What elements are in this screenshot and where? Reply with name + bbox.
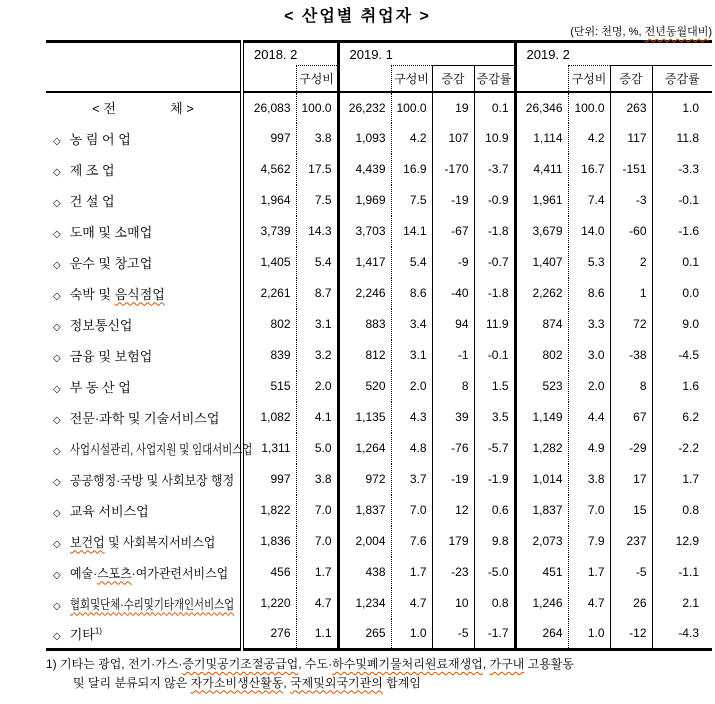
diamond-icon: ◇ bbox=[53, 507, 61, 519]
table-cell: 9.8 bbox=[474, 526, 515, 557]
year-2018-2-header: 2018. 2 bbox=[254, 46, 298, 62]
table-cell: 2.0 bbox=[391, 371, 432, 402]
table-cell: 0.8 bbox=[652, 495, 712, 526]
table-cell: 3.1 bbox=[296, 309, 338, 340]
spellcheck-wavy-underline: 협회및단체·수리및기타개인서비스업 bbox=[69, 596, 234, 612]
table-cell: 10.9 bbox=[474, 123, 515, 154]
diamond-icon: ◇ bbox=[53, 476, 61, 488]
table-row bbox=[46, 309, 712, 340]
year-2019-2-header: 2019. 2 bbox=[515, 42, 712, 66]
table-cell: 523 bbox=[515, 371, 568, 402]
table-cell: 812 bbox=[338, 340, 391, 371]
table-cell: 3.0 bbox=[568, 340, 610, 371]
page-title: < 산업별 취업자 > bbox=[284, 8, 431, 25]
row-label bbox=[46, 495, 242, 526]
table-row bbox=[46, 340, 712, 371]
table-cell: 14.3 bbox=[296, 216, 338, 247]
table-cell: 1,964 bbox=[260, 193, 291, 207]
table-cell: -40 bbox=[432, 278, 474, 309]
table-cell: 7.0 bbox=[391, 495, 432, 526]
table-cell: 3.8 bbox=[296, 464, 338, 495]
table-cell: 520 bbox=[338, 371, 391, 402]
table-cell: 8.6 bbox=[391, 278, 432, 309]
table-cell: 1,220 bbox=[260, 596, 291, 610]
table-cell: 117 bbox=[610, 123, 652, 154]
table-cell: -0.9 bbox=[474, 185, 515, 216]
table-row bbox=[46, 588, 712, 619]
table-cell: 1.7 bbox=[652, 464, 712, 495]
table-cell: 1.7 bbox=[391, 557, 432, 588]
table-cell: 100.0 bbox=[391, 92, 432, 123]
table-cell: 1.0 bbox=[652, 92, 712, 123]
table-cell: 1,417 bbox=[338, 247, 391, 278]
table-cell: -3 bbox=[610, 185, 652, 216]
table-cell: -19 bbox=[432, 464, 474, 495]
table-cell: -9 bbox=[432, 247, 474, 278]
table-cell: 14.1 bbox=[391, 216, 432, 247]
table-cell: -2.2 bbox=[652, 433, 712, 464]
table-cell: 4.9 bbox=[568, 433, 610, 464]
diamond-icon: ◇ bbox=[53, 135, 61, 147]
table-cell: 263 bbox=[610, 92, 652, 123]
table-cell: 997 bbox=[270, 131, 291, 145]
table-cell: -5.7 bbox=[474, 433, 515, 464]
spellcheck-wavy-underline: 자가소비생산활동 bbox=[190, 675, 284, 690]
table-cell: 839 bbox=[270, 348, 291, 362]
table-row bbox=[46, 464, 712, 495]
table-cell: 1,311 bbox=[261, 441, 291, 455]
table-cell: -67 bbox=[432, 216, 474, 247]
table-cell: 12 bbox=[432, 495, 474, 526]
table-cell: 100.0 bbox=[568, 92, 610, 123]
table-cell: 3.1 bbox=[391, 340, 432, 371]
footnote-line-2: 및 달리 분류되지 않은 자가소비생산활동, 국제및외국기관의 합계임 bbox=[73, 675, 421, 690]
table-cell: 3.4 bbox=[391, 309, 432, 340]
composition-ratio-header: 구성비 bbox=[391, 66, 432, 92]
table-cell: 8 bbox=[610, 371, 652, 402]
table-cell: 1,014 bbox=[515, 464, 568, 495]
table-cell: 3.8 bbox=[296, 123, 338, 154]
diamond-icon: ◇ bbox=[53, 569, 61, 581]
table-cell: 3.3 bbox=[568, 309, 610, 340]
table-cell: 1,114 bbox=[515, 123, 568, 154]
table-cell: -12 bbox=[610, 619, 652, 650]
table-cell: 2.0 bbox=[296, 371, 338, 402]
row-label-text: 운수 및 창고업 bbox=[69, 255, 153, 271]
table-cell: 16.9 bbox=[391, 154, 432, 185]
row-label-text: 정보통신업 bbox=[69, 317, 133, 333]
table-row bbox=[46, 154, 712, 185]
table-cell: 237 bbox=[610, 526, 652, 557]
row-label-text: 도매 및 소매업 bbox=[69, 224, 153, 240]
table-cell: 4.8 bbox=[391, 433, 432, 464]
diamond-icon: ◇ bbox=[53, 321, 61, 333]
table-cell: 17.5 bbox=[296, 154, 338, 185]
table-cell: 26,083 bbox=[253, 100, 291, 115]
row-label bbox=[46, 309, 242, 340]
diamond-icon: ◇ bbox=[53, 630, 61, 642]
row-label-text: 농 림 어 업 bbox=[69, 131, 131, 147]
footnote-ref: 1) bbox=[94, 626, 102, 636]
table-cell: -4.5 bbox=[652, 340, 712, 371]
table-cell: 7.9 bbox=[568, 526, 610, 557]
table-cell: -38 bbox=[610, 340, 652, 371]
table-cell: 12.9 bbox=[652, 526, 712, 557]
table-cell: -0.1 bbox=[652, 185, 712, 216]
year-2019-1-header: 2019. 1 bbox=[338, 42, 515, 66]
table-cell: -1.8 bbox=[474, 278, 515, 309]
row-label bbox=[46, 464, 242, 495]
table-row bbox=[46, 433, 712, 464]
table-cell: 3.5 bbox=[474, 402, 515, 433]
table-cell: -5 bbox=[432, 619, 474, 650]
table-row bbox=[46, 216, 712, 247]
table-cell: 1,082 bbox=[260, 410, 291, 424]
row-label-text: 공공행정·국방 및 사회보장 행정 bbox=[69, 472, 234, 488]
table-cell: 802 bbox=[270, 317, 291, 331]
table-cell: -1.1 bbox=[652, 557, 712, 588]
table-cell: 100.0 bbox=[296, 92, 338, 123]
value-subheader bbox=[338, 66, 391, 92]
row-label bbox=[46, 340, 242, 371]
row-label-text: 금융 및 보험업 bbox=[69, 348, 153, 364]
diamond-icon: ◇ bbox=[53, 414, 61, 426]
table-cell: 15 bbox=[610, 495, 652, 526]
table-cell: 26 bbox=[610, 588, 652, 619]
table-cell: 107 bbox=[432, 123, 474, 154]
table-row bbox=[46, 619, 712, 650]
table-cell: 1.7 bbox=[568, 557, 610, 588]
table-cell: 4.2 bbox=[391, 123, 432, 154]
footnote-line-1: 1) 기타는 광업, 전기·가스·증기및공기조절공급업, 수도·하수및폐기물처리원료재생업, 가구내 고용활동 bbox=[46, 657, 574, 671]
row-label-text: 부 동 산 업 bbox=[69, 379, 131, 395]
table-cell: 1,407 bbox=[515, 247, 568, 278]
table-cell: 6.2 bbox=[652, 402, 712, 433]
table-cell: 1 bbox=[610, 278, 652, 309]
table-cell: -1.7 bbox=[474, 619, 515, 650]
diamond-icon: ◇ bbox=[53, 259, 61, 271]
table-row bbox=[46, 526, 712, 557]
table-cell: 11.8 bbox=[652, 123, 712, 154]
table-cell: 7.0 bbox=[296, 495, 338, 526]
table-cell: -1.6 bbox=[652, 216, 712, 247]
table-cell: 1.6 bbox=[652, 371, 712, 402]
table-cell: -1.9 bbox=[474, 464, 515, 495]
table-cell: -29 bbox=[610, 433, 652, 464]
table-cell: 1,961 bbox=[515, 185, 568, 216]
spellcheck-wavy-underline: 보건업 bbox=[69, 534, 105, 550]
table-cell: -3.3 bbox=[652, 154, 712, 185]
table-cell: 8 bbox=[432, 371, 474, 402]
table-cell: 4,411 bbox=[515, 154, 568, 185]
table-cell: 1,282 bbox=[515, 433, 568, 464]
table-cell: 16.7 bbox=[568, 154, 610, 185]
table-cell: 1,093 bbox=[338, 123, 391, 154]
table-cell: 1,264 bbox=[338, 433, 391, 464]
table-cell: 456 bbox=[270, 565, 291, 579]
table-cell: -3.7 bbox=[474, 154, 515, 185]
row-label-text: 숙박 및 음식점업 bbox=[69, 286, 165, 302]
table-row bbox=[46, 557, 712, 588]
table-cell: 2,246 bbox=[338, 278, 391, 309]
row-label bbox=[46, 371, 242, 402]
table-cell: -170 bbox=[432, 154, 474, 185]
table-cell: 179 bbox=[432, 526, 474, 557]
table-cell: 3.7 bbox=[391, 464, 432, 495]
table-cell: 2,004 bbox=[338, 526, 391, 557]
row-label bbox=[46, 433, 253, 464]
row-label-text: 보건업 및 사회복지서비스업 bbox=[69, 534, 216, 550]
diamond-icon: ◇ bbox=[53, 228, 61, 240]
row-label-text: 전문·과학 및 기술서비스업 bbox=[69, 410, 220, 426]
row-label bbox=[46, 92, 242, 123]
row-label-text: 건 설 업 bbox=[69, 193, 115, 209]
table-cell: 7.0 bbox=[296, 526, 338, 557]
table-cell: -60 bbox=[610, 216, 652, 247]
table-cell: 438 bbox=[338, 557, 391, 588]
table-cell: 1,234 bbox=[338, 588, 391, 619]
table-cell: 1,135 bbox=[338, 402, 391, 433]
table-cell: 1.0 bbox=[391, 619, 432, 650]
table-cell: 1,837 bbox=[338, 495, 391, 526]
table-cell: -151 bbox=[610, 154, 652, 185]
table-cell: 67 bbox=[610, 402, 652, 433]
table-cell: -19 bbox=[432, 185, 474, 216]
table-cell: 802 bbox=[515, 340, 568, 371]
table-cell: 26,232 bbox=[338, 92, 391, 123]
table-cell: -76 bbox=[432, 433, 474, 464]
table-cell: 0.1 bbox=[474, 92, 515, 123]
diamond-icon: ◇ bbox=[53, 352, 61, 364]
change-header: 증감 bbox=[610, 66, 652, 92]
diamond-icon: ◇ bbox=[53, 197, 61, 209]
table-cell: 94 bbox=[432, 309, 474, 340]
composition-ratio-header: 구성비 bbox=[296, 66, 338, 92]
table-cell: 1,969 bbox=[338, 185, 391, 216]
spellcheck-wavy-underline: 가구내 bbox=[489, 657, 525, 671]
table-cell: 4.1 bbox=[296, 402, 338, 433]
diamond-icon: ◇ bbox=[53, 600, 61, 612]
table-row bbox=[46, 185, 712, 216]
table-row bbox=[46, 371, 712, 402]
table-cell: 26,346 bbox=[515, 92, 568, 123]
table-cell: 3,703 bbox=[338, 216, 391, 247]
spellcheck-wavy-underline: 국제및외국기관의 bbox=[290, 675, 383, 690]
table-cell: 5.4 bbox=[391, 247, 432, 278]
table-cell: -5 bbox=[610, 557, 652, 588]
table-cell: 1,246 bbox=[515, 588, 568, 619]
row-label bbox=[46, 619, 242, 650]
table-cell: 11.9 bbox=[474, 309, 515, 340]
table-cell: 972 bbox=[338, 464, 391, 495]
table-cell: 515 bbox=[270, 379, 291, 393]
table-cell: 2.0 bbox=[568, 371, 610, 402]
spellcheck-wavy-underline: 음식점업 bbox=[114, 286, 165, 302]
table-cell: 451 bbox=[515, 557, 568, 588]
table-cell: 5.0 bbox=[296, 433, 338, 464]
spellcheck-wavy-underline: 스포츠 bbox=[96, 565, 132, 581]
footnote bbox=[46, 655, 714, 692]
table-cell: 7.5 bbox=[296, 185, 338, 216]
table-cell: 883 bbox=[338, 309, 391, 340]
table-cell: 264 bbox=[515, 619, 568, 650]
table-cell: 1,822 bbox=[260, 503, 291, 517]
table-cell: 4.7 bbox=[296, 588, 338, 619]
table-cell: 1,837 bbox=[515, 495, 568, 526]
table-cell: 10 bbox=[432, 588, 474, 619]
row-label bbox=[46, 402, 242, 433]
table-cell: -4.3 bbox=[652, 619, 712, 650]
table-header bbox=[46, 42, 712, 92]
spellcheck-wavy-underline: 증기및공기조절공급업 bbox=[182, 657, 299, 671]
table-cell: 3.2 bbox=[296, 340, 338, 371]
table-cell: -0.7 bbox=[474, 247, 515, 278]
table-cell: 997 bbox=[270, 472, 291, 486]
table-cell: 5.4 bbox=[296, 247, 338, 278]
table-cell: 4.7 bbox=[568, 588, 610, 619]
table-cell: 3,739 bbox=[260, 224, 291, 238]
table-body bbox=[46, 92, 712, 650]
label-column-header bbox=[46, 42, 242, 92]
table-cell: 1.1 bbox=[296, 619, 338, 650]
table-cell: 276 bbox=[270, 626, 291, 641]
row-label-text: 사업시설관리, 사업지원 및 임대서비스업 bbox=[69, 441, 253, 457]
table-cell: 2.1 bbox=[652, 588, 712, 619]
table-cell: 19 bbox=[432, 92, 474, 123]
spellcheck-wavy-underline: 하수및폐기물처리원료재생업 bbox=[332, 657, 483, 671]
table-cell: 7.4 bbox=[568, 185, 610, 216]
unit-note: (단위: 천명, %, 전년동월대비) bbox=[570, 26, 712, 38]
table-cell: 4.7 bbox=[391, 588, 432, 619]
employment-by-industry-table bbox=[46, 40, 712, 651]
table-cell: 2 bbox=[610, 247, 652, 278]
table-cell: 0.1 bbox=[652, 247, 712, 278]
table-row bbox=[46, 123, 712, 154]
change-header: 증감 bbox=[432, 66, 474, 92]
table-cell: 7.5 bbox=[391, 185, 432, 216]
table-cell: -1 bbox=[432, 340, 474, 371]
row-label bbox=[46, 588, 242, 619]
diamond-icon: ◇ bbox=[53, 538, 61, 550]
table-cell: 1.7 bbox=[296, 557, 338, 588]
diamond-icon: ◇ bbox=[53, 290, 61, 302]
table-row bbox=[46, 92, 712, 123]
table-cell: 3.8 bbox=[568, 464, 610, 495]
table-cell: 1.0 bbox=[568, 619, 610, 650]
table-cell: 874 bbox=[515, 309, 568, 340]
table-cell: -0.1 bbox=[474, 340, 515, 371]
diamond-icon: ◇ bbox=[53, 445, 61, 457]
row-label bbox=[46, 216, 242, 247]
table-cell: 72 bbox=[610, 309, 652, 340]
row-label bbox=[46, 278, 242, 309]
change-rate-header: 증감률 bbox=[652, 66, 712, 92]
table-cell: 2,262 bbox=[515, 278, 568, 309]
diamond-icon: ◇ bbox=[53, 383, 61, 395]
table-cell: 1,405 bbox=[260, 255, 291, 269]
value-subheader bbox=[242, 66, 296, 92]
table-row bbox=[46, 402, 712, 433]
composition-ratio-header: 구성비 bbox=[568, 66, 610, 92]
row-label bbox=[46, 185, 242, 216]
table-cell: 4.2 bbox=[568, 123, 610, 154]
table-cell: 1,149 bbox=[515, 402, 568, 433]
table-cell: 4.3 bbox=[391, 402, 432, 433]
table-cell: -5.0 bbox=[474, 557, 515, 588]
table-cell: 39 bbox=[432, 402, 474, 433]
row-label-text: 예술·스포츠·여가관련서비스업 bbox=[69, 565, 228, 581]
table-cell: 2,073 bbox=[515, 526, 568, 557]
row-label bbox=[46, 154, 242, 185]
table-cell: 7.6 bbox=[391, 526, 432, 557]
table-cell: 7.0 bbox=[568, 495, 610, 526]
table-cell: 9.0 bbox=[652, 309, 712, 340]
change-rate-header: 증감률 bbox=[474, 66, 515, 92]
row-label-text: < 전 체 > bbox=[92, 101, 194, 116]
table-cell: 8.7 bbox=[296, 278, 338, 309]
table-cell: 0.8 bbox=[474, 588, 515, 619]
table-cell: 0.0 bbox=[652, 278, 712, 309]
row-label-text bbox=[70, 594, 234, 613]
table-wrap bbox=[46, 25, 712, 651]
row-label-text: 교육 서비스업 bbox=[69, 503, 149, 519]
table-cell: 4,562 bbox=[260, 162, 291, 176]
table-cell: 4.4 bbox=[568, 402, 610, 433]
diamond-icon: ◇ bbox=[53, 166, 61, 178]
value-subheader bbox=[515, 66, 568, 92]
table-cell: 265 bbox=[338, 619, 391, 650]
row-label bbox=[46, 557, 242, 588]
table-cell: 4,439 bbox=[338, 154, 391, 185]
table-cell: 14.0 bbox=[568, 216, 610, 247]
table-cell: 17 bbox=[610, 464, 652, 495]
row-label bbox=[46, 247, 242, 278]
table-cell: 0.6 bbox=[474, 495, 515, 526]
row-label-text: 기타$^{1)}$ bbox=[69, 626, 102, 642]
table-cell: 2,261 bbox=[260, 286, 291, 300]
spellcheck-wavy-underline: 전년동월대비 bbox=[644, 26, 709, 38]
table-cell: -23 bbox=[432, 557, 474, 588]
table-cell: 1.5 bbox=[474, 371, 515, 402]
table-cell: 5.3 bbox=[568, 247, 610, 278]
table-cell: 1,836 bbox=[260, 534, 291, 548]
row-label bbox=[46, 123, 242, 154]
table-row bbox=[46, 495, 712, 526]
table-cell: 8.6 bbox=[568, 278, 610, 309]
table-row bbox=[46, 247, 712, 278]
table-cell: 3,679 bbox=[515, 216, 568, 247]
row-label-text: 제 조 업 bbox=[69, 162, 115, 178]
table-row bbox=[46, 278, 712, 309]
table-cell: -1.8 bbox=[474, 216, 515, 247]
row-label bbox=[46, 526, 242, 557]
